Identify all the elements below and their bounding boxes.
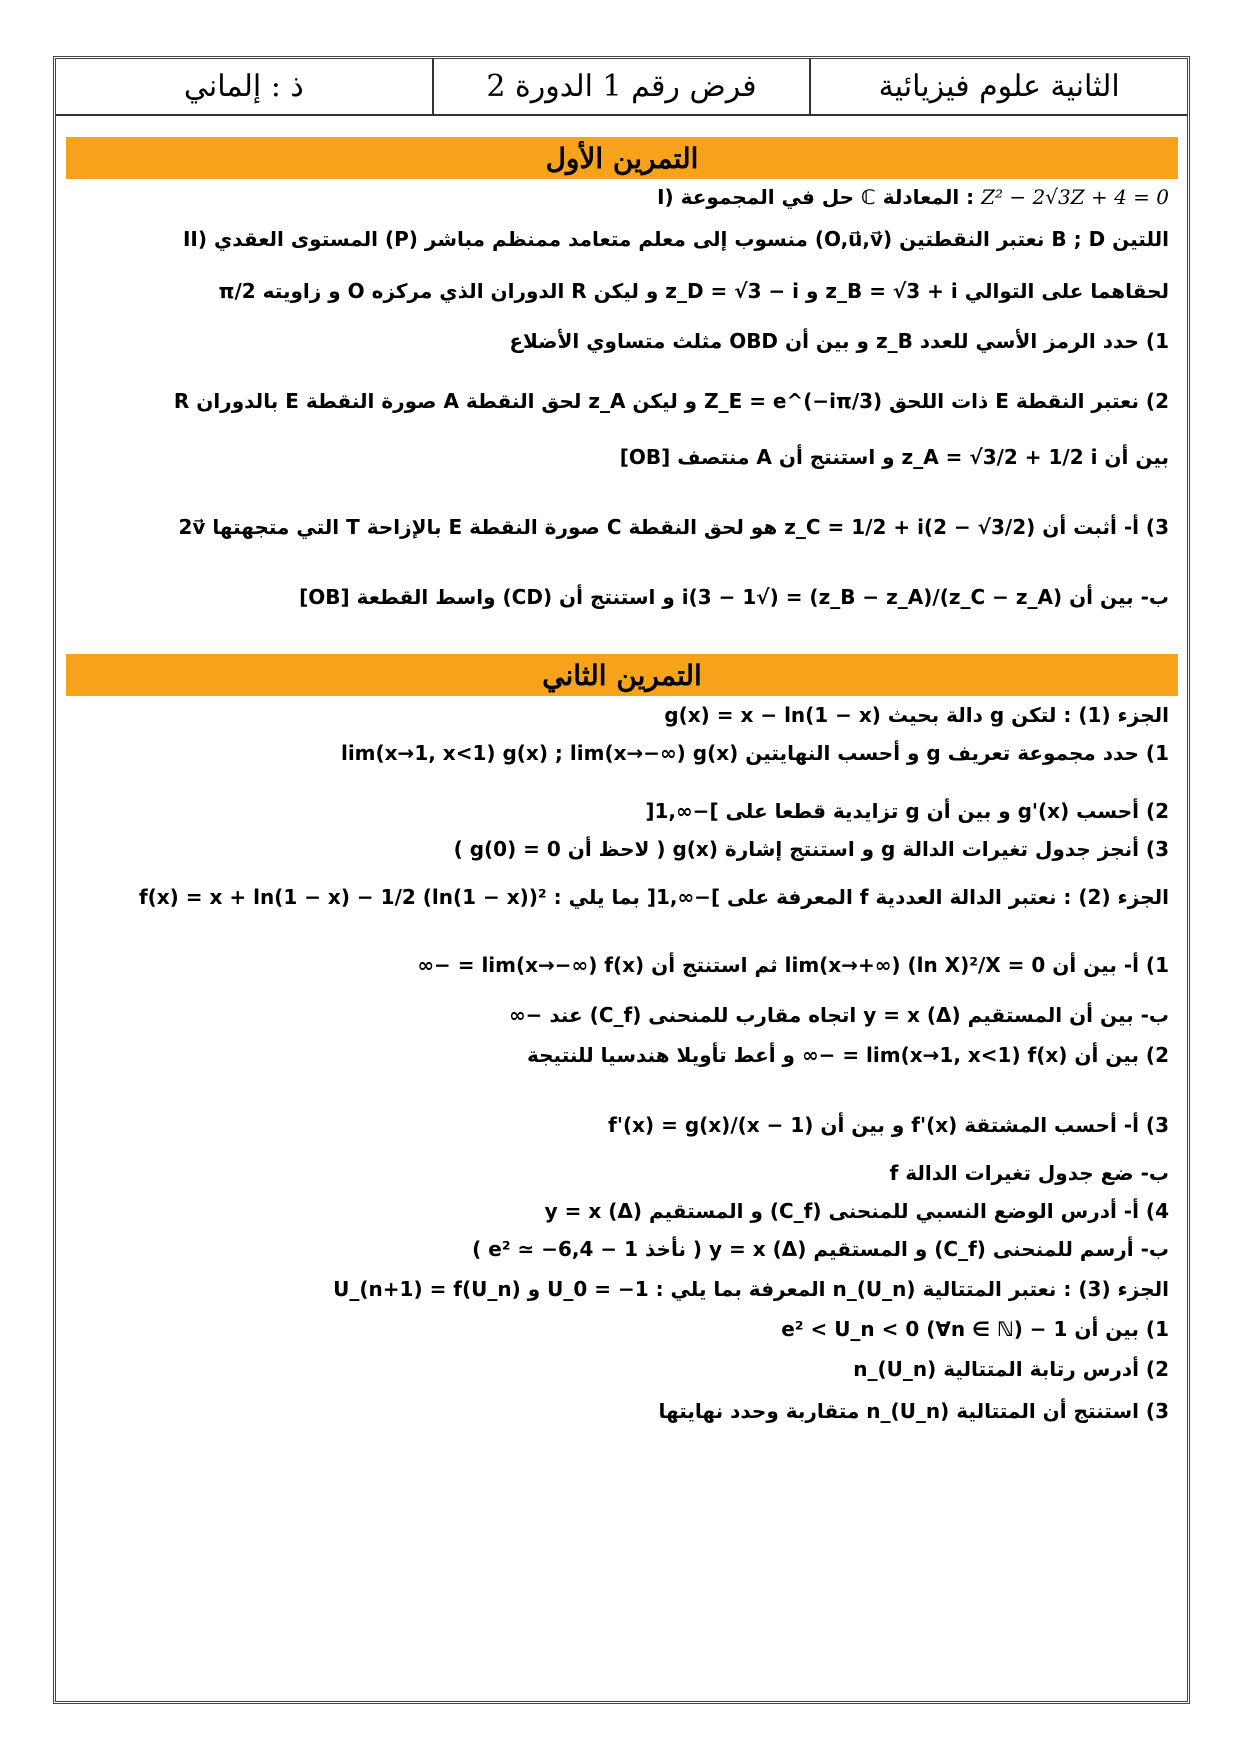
header-table bbox=[56, 59, 1187, 116]
ex1-text-1: I) حل في المجموعة ℂ المعادلة : bbox=[657, 185, 975, 209]
ex2-part1-q2: 2) أحسب g'(x) و بين أن g تزايدية قطعا على ]−∞,1[ bbox=[645, 799, 1169, 823]
header-exam: فرض رقم 1 الدورة 2 bbox=[432, 59, 810, 114]
ex2-part3-q2: 2) أدرس رتابة المتتالية (U_n)_n bbox=[853, 1357, 1169, 1381]
ex1-line-5: 2) نعتبر النقطة E ذات اللحق Z_E = e^(−iπ/3) و ليكن z_A لحق النقطة A صورة النقطة E بالدوران R bbox=[173, 389, 1169, 413]
page-frame bbox=[53, 56, 1190, 1704]
ex2-part2-q3b: ب- ضع جدول تغيرات الدالة f bbox=[889, 1161, 1169, 1185]
ex2-part2: الجزء (2) : نعتبر الدالة العددية f المعرفة على ]−∞,1[ بما يلي : f(x) = x + ln(1 − x) − 1/2 (ln(1 − x))² bbox=[138, 885, 1169, 909]
ex2-part2-q2: 2) بين أن lim(x→1, x<1) f(x) = −∞ و أعط تأويلا هندسيا للنتيجة bbox=[526, 1043, 1169, 1067]
header-teacher: ذ : إلماني bbox=[183, 69, 304, 104]
ex1-line-7: 3) أ- أثبت أن z_C = 1/2 + i(2 − √3/2) هو لحق النقطة C صورة النقطة E بالإزاحة T التي متجهتها 2v⃗ bbox=[178, 515, 1169, 539]
ex1-equation-1: Z² − 2√3Z + 4 = 0 bbox=[981, 185, 1169, 209]
ex2-part3-q1: 1) بين أن 1 − e² < U_n < 0 (∀n ∈ ℕ) bbox=[781, 1317, 1169, 1341]
ex2-part2-q1b: ب- بين أن المستقيم (Δ) y = x اتجاه مقارب للمنحنى (C_f) عند −∞ bbox=[508, 1003, 1169, 1027]
ex1-line-8: ب- بين أن (z_C − z_A)/(z_B − z_A) = (√3 − 1)i و استنتج أن (CD) واسط القطعة [OB] bbox=[299, 585, 1169, 609]
ex2-part2-q3a: 3) أ- أحسب المشتقة f'(x) و بين أن f'(x) = g(x)/(x − 1) bbox=[608, 1113, 1169, 1137]
ex1-line-1 bbox=[70, 183, 1169, 211]
ex1-line-2: II) المستوى العقدي (P) منسوب إلى معلم متعامد ممنظم مباشر (O,u⃗,v⃗) نعتبر النقطتين B ; D اللتين bbox=[182, 227, 1169, 251]
ex2-part3-q3: 3) استنتج أن المتتالية (U_n)_n متقاربة وحدد نهايتها bbox=[658, 1399, 1169, 1423]
ex1-line-3: لحقاهما على التوالي z_B = √3 + i و z_D = √3 − i و ليكن R الدوران الذي مركزه O و زاويته π/2 bbox=[218, 279, 1169, 303]
ex2-part2-q1a: 1) أ- بين أن lim(x→+∞) (ln X)²/X = 0 ثم استنتج أن lim(x→−∞) f(x) = −∞ bbox=[417, 953, 1169, 977]
ex2-part1-q1: 1) حدد مجموعة تعريف g و أحسب النهايتين lim(x→1, x<1) g(x) ; lim(x→−∞) g(x) bbox=[340, 741, 1169, 765]
ex1-line-4: 1) حدد الرمز الأسي للعدد z_B و بين أن OBD مثلث متساوي الأضلاع bbox=[509, 329, 1169, 353]
ex2-part1: الجزء (1) : لتكن g دالة بحيث g(x) = x − ln(1 − x) bbox=[664, 703, 1169, 727]
ex2-part1-q3: 3) أنجز جدول تغيرات الدالة g و استنتج إشارة g(x) ( لاحظ أن g(0) = 0 ) bbox=[453, 837, 1169, 861]
exercise-1-title: التمرين الأول bbox=[66, 137, 1178, 179]
ex1-line-6: بين أن z_A = √3/2 + 1/2 i و استنتج أن A منتصف [OB] bbox=[619, 445, 1169, 469]
ex2-part2-q4a: 4) أ- أدرس الوضع النسبي للمنحنى (C_f) و المستقيم (Δ) y = x bbox=[544, 1199, 1169, 1223]
ex2-part2-q4b: ب- أرسم للمنحنى (C_f) و المستقيم (Δ) y = x ( نأخذ 1 − e² ≃ −6,4 ) bbox=[472, 1237, 1169, 1261]
ex2-part3: الجزء (3) : نعتبر المتتالية (U_n)_n المعرفة بما يلي : U_0 = −1 و U_(n+1) = f(U_n) bbox=[333, 1277, 1169, 1301]
exercise-2-title: التمرين الثاني bbox=[66, 654, 1178, 696]
header-class: الثانية علوم فيزيائية bbox=[809, 59, 1187, 114]
